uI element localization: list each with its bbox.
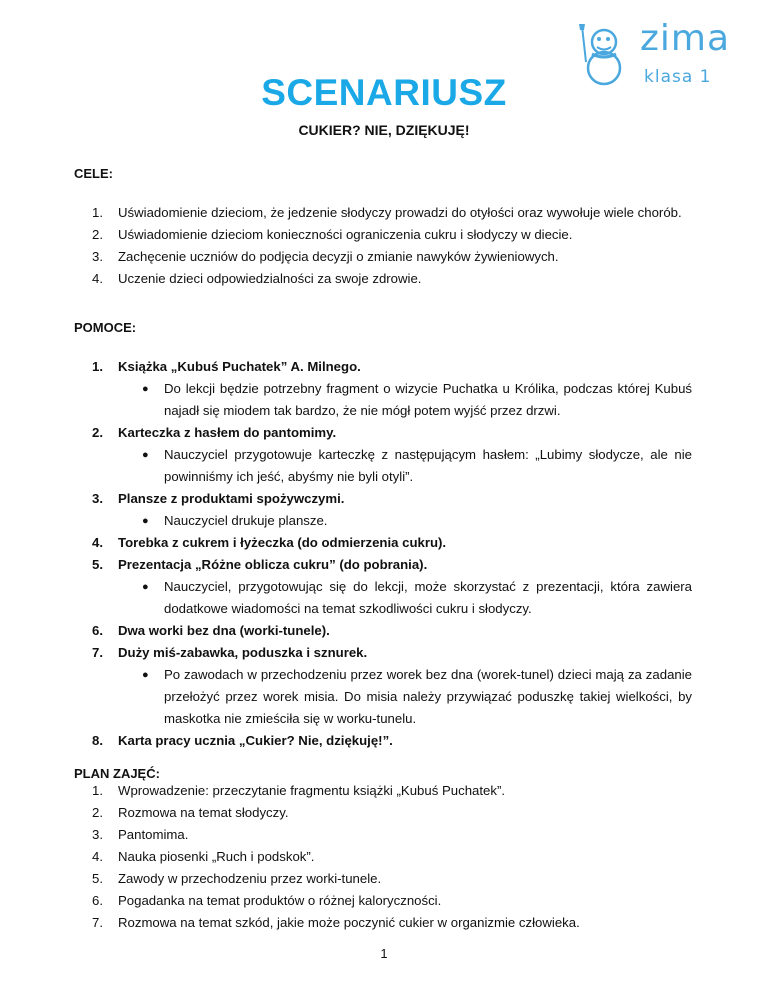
- pomoce-list: [92, 356, 692, 752]
- list-item: 7. Rozmowa na temat szkód, jakie może poczynić cukier w organizmie człowieka.: [92, 915, 580, 930]
- document-subtitle: CUKIER? NIE, DZIĘKUJĘ!: [298, 122, 470, 138]
- list-item: 6. Dwa worki bez dna (worki-tunele).: [92, 623, 330, 638]
- list-item: 2. Uświadomienie dzieciom konieczności ograniczenia cukru i słodyczy w diecie.: [92, 227, 573, 242]
- list-item: 6. Pogadanka na temat produktów o różnej kaloryczności.: [92, 893, 442, 908]
- logo-word: zima: [640, 18, 731, 59]
- plan-list: [92, 780, 692, 934]
- bullet-note: ● Nauczyciel drukuje plansze.: [118, 510, 692, 532]
- list-item: 1. Wprowadzenie: przeczytanie fragmentu książki „Kubuś Puchatek”.: [92, 783, 506, 798]
- list-item: 4. Nauka piosenki „Ruch i podskok”.: [92, 849, 315, 864]
- list-item: 7. Duży miś-zabawka, poduszka i sznurek. ● Po zawodach w przechodzeniu przez worek bez dna (worek-tunel) dzieci mają za zadanie przełożyć przez worek misia. Do misia należy przywiązać poduszkę takiej wielkości, by maskotka nie zmieściła się w worku-tunelu.: [92, 642, 692, 730]
- bullet-note: ● Nauczyciel przygotowuje karteczkę z następującym hasłem: „Lubimy słodycze, ale nie powinniśmy ich jeść, abyśmy nie byli otyli”.: [118, 444, 692, 488]
- bullet-icon: ●: [142, 383, 149, 395]
- list-item: 3. Pantomima.: [92, 827, 189, 842]
- page-number: 1: [380, 946, 388, 961]
- list-item: 8. Karta pracy ucznia „Cukier? Nie, dziękuję!”.: [92, 733, 393, 748]
- list-item: 3. Zachęcenie uczniów do podjęcia decyzji o zmianie nawyków żywieniowych.: [92, 249, 559, 264]
- list-item: 4. Torebka z cukrem i łyżeczka (do odmierzenia cukru).: [92, 535, 447, 550]
- cele-list: [92, 202, 692, 290]
- bullet-icon: ●: [142, 669, 149, 681]
- plan-heading: PLAN ZAJĘĆ:: [74, 766, 160, 781]
- bullet-icon: ●: [142, 515, 149, 527]
- bullet-icon: ●: [142, 449, 149, 461]
- bullet-note: ● Do lekcji będzie potrzebny fragment o wizycie Puchatka u Królika, podczas której Kubuś najadł się miodem tak bardzo, że nie mógł potem wyjść przez drzwi.: [118, 378, 692, 422]
- list-item: 5. Prezentacja „Różne oblicza cukru” (do pobrania). ● Nauczyciel, przygotowując się do lekcji, może skorzystać z prezentacji, która zawiera dodatkowe wiadomości na temat szkodliwości cukru i słodyczy.: [92, 554, 692, 620]
- list-item: 2. Karteczka z hasłem do pantomimy. ● Nauczyciel przygotowuje karteczkę z następującym hasłem: „Lubimy słodycze, ale nie powinniśmy ich jeść, abyśmy nie byli otyli”.: [92, 422, 692, 488]
- document-title: SCENARIUSZ: [261, 72, 507, 113]
- list-item: 5. Zawody w przechodzeniu przez worki-tunele.: [92, 871, 382, 886]
- bullet-note: ● Nauczyciel, przygotowując się do lekcji, może skorzystać z prezentacji, która zawiera dodatkowe wiadomości na temat szkodliwości cukru i słodyczy.: [118, 576, 692, 620]
- list-item: 4. Uczenie dzieci odpowiedzialności za swoje zdrowie.: [92, 271, 422, 286]
- cele-heading: CELE:: [74, 166, 113, 181]
- list-item: 2. Rozmowa na temat słodyczy.: [92, 805, 289, 820]
- list-item: 1. Książka „Kubuś Puchatek” A. Milnego. ● Do lekcji będzie potrzebny fragment o wizycie Puchatka u Królika, podczas której Kubuś najadł się miodem tak bardzo, że nie mógł potem wyjść przez drzwi.: [92, 356, 692, 422]
- pomoce-heading: POMOCE:: [74, 320, 137, 335]
- logo-subtitle: klasa 1: [644, 67, 712, 87]
- list-item: 1. Uświadomienie dzieciom, że jedzenie słodyczy prowadzi do otyłości oraz wywołuje wiele chorób.: [92, 205, 682, 220]
- bullet-icon: ●: [142, 581, 149, 593]
- list-item: 3. Plansze z produktami spożywczymi. ● Nauczyciel drukuje plansze.: [92, 488, 692, 532]
- bullet-note: ● Po zawodach w przechodzeniu przez worek bez dna (worek-tunel) dzieci mają za zadanie przełożyć przez worek misia. Do misia należy przywiązać poduszkę takiej wielkości, by maskotka nie zmieściła się w worku-tunelu.: [118, 664, 692, 730]
